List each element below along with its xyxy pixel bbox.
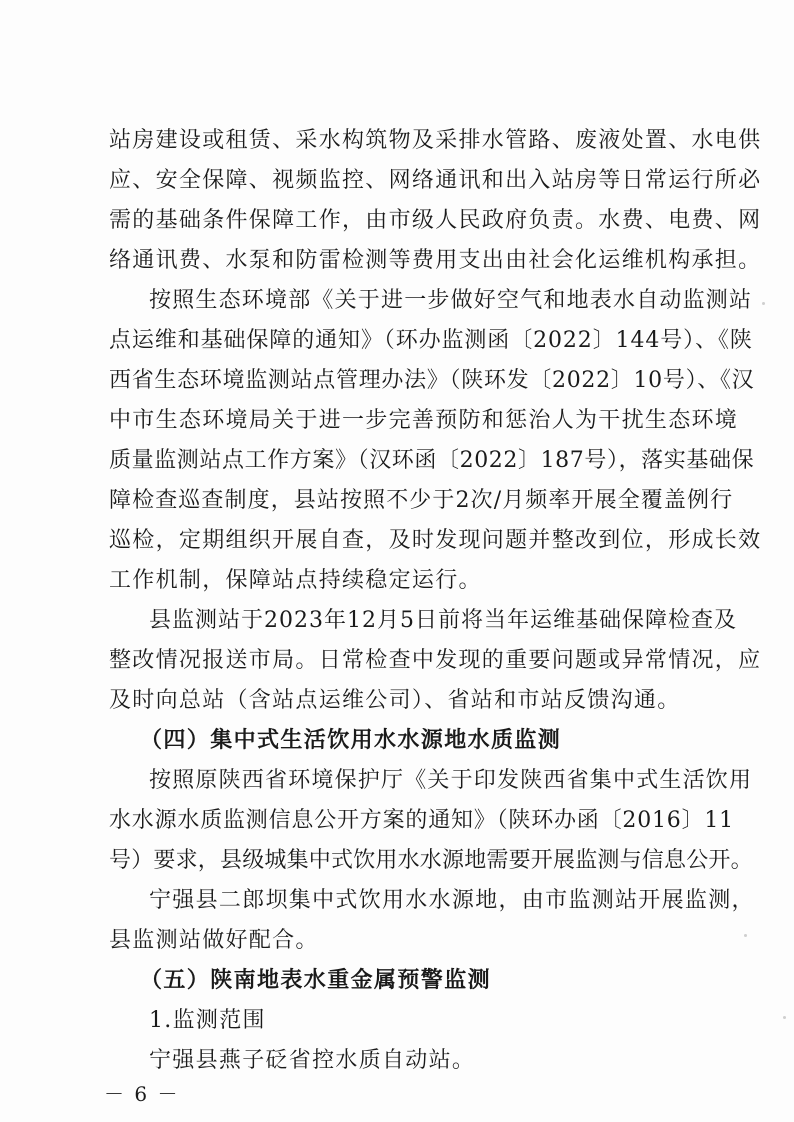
body-text-line: 点运维和基础保障的通知》（环办监测函〔2022〕144号）、《陕 xyxy=(109,328,753,353)
body-text-line: 工作机制，保障站点持续稳定运行。 xyxy=(109,568,482,593)
body-text-line: 中市生态环境局关于进一步完善预防和惩治人为干扰生态环境 xyxy=(109,408,739,433)
body-text-line: 水水源水质监测信息公开方案的通知》（陕环办函〔2016〕11 xyxy=(109,808,734,833)
body-text-line: 县监测站做好配合。 xyxy=(109,928,319,953)
body-text-line: 宁强县燕子砭省控水质自动站。 xyxy=(149,1048,476,1073)
body-text-line: 县监测站于2023年12月5日前将当年运维基础保障检查及 xyxy=(149,608,737,633)
body-text-line: 络通讯费、水泵和防雷检测等费用支出由社会化运维机构承担。 xyxy=(109,248,762,273)
body-text-line: 号）要求，县级城集中式饮用水水源地需要开展监测与信息公开。 xyxy=(109,848,753,873)
body-text-line: 应、安全保障、视频监控、网络通讯和出入站房等日常运行所必 xyxy=(109,168,762,193)
body-text-line: 需的基础条件保障工作，由市级人民政府负责。水费、电费、网 xyxy=(109,208,762,233)
body-text-line: 质量监测站点工作方案》（汉环函〔2022〕187号），落实基础保 xyxy=(109,448,755,473)
scan-speck xyxy=(762,302,765,305)
body-text-line: 按照原陕西省环境保护厅《关于印发陕西省集中式生活饮用 xyxy=(149,768,753,793)
section-heading-4: （四）集中式生活饮用水水源地水质监测 xyxy=(140,728,562,753)
body-text-line: 宁强县二郎坝集中式饮用水水源地，由市监测站开展监测， xyxy=(149,888,755,913)
section-heading-5: （五）陕南地表水重金属预警监测 xyxy=(140,968,492,993)
subsection-heading: 1.监测范围 xyxy=(149,1008,266,1033)
scan-speck xyxy=(744,934,747,937)
body-text-line: 巡检，定期组织开展自查，及时发现问题并整改到位，形成长效 xyxy=(109,528,762,553)
page-number: － 6 － xyxy=(104,1082,180,1106)
body-text-line: 西省生态环境监测站点管理办法》（陕环发〔2022〕10号）、《汉 xyxy=(109,368,755,393)
scan-speck xyxy=(783,1016,786,1019)
body-text-line: 障检查巡查制度，县站按照不少于2次/月频率开展全覆盖例行 xyxy=(109,488,734,513)
body-text-line: 整改情况报送市局。日常检查中发现的重要问题或异常情况，应 xyxy=(109,648,762,673)
body-text-line: 按照生态环境部《关于进一步做好空气和地表水自动监测站 xyxy=(149,288,753,313)
body-text-line: 及时向总站（含站点运维公司）、省站和市站反馈沟通。 xyxy=(109,688,681,713)
body-text-line: 站房建设或租赁、采水构筑物及采排水管路、废液处置、水电供 xyxy=(109,128,762,153)
